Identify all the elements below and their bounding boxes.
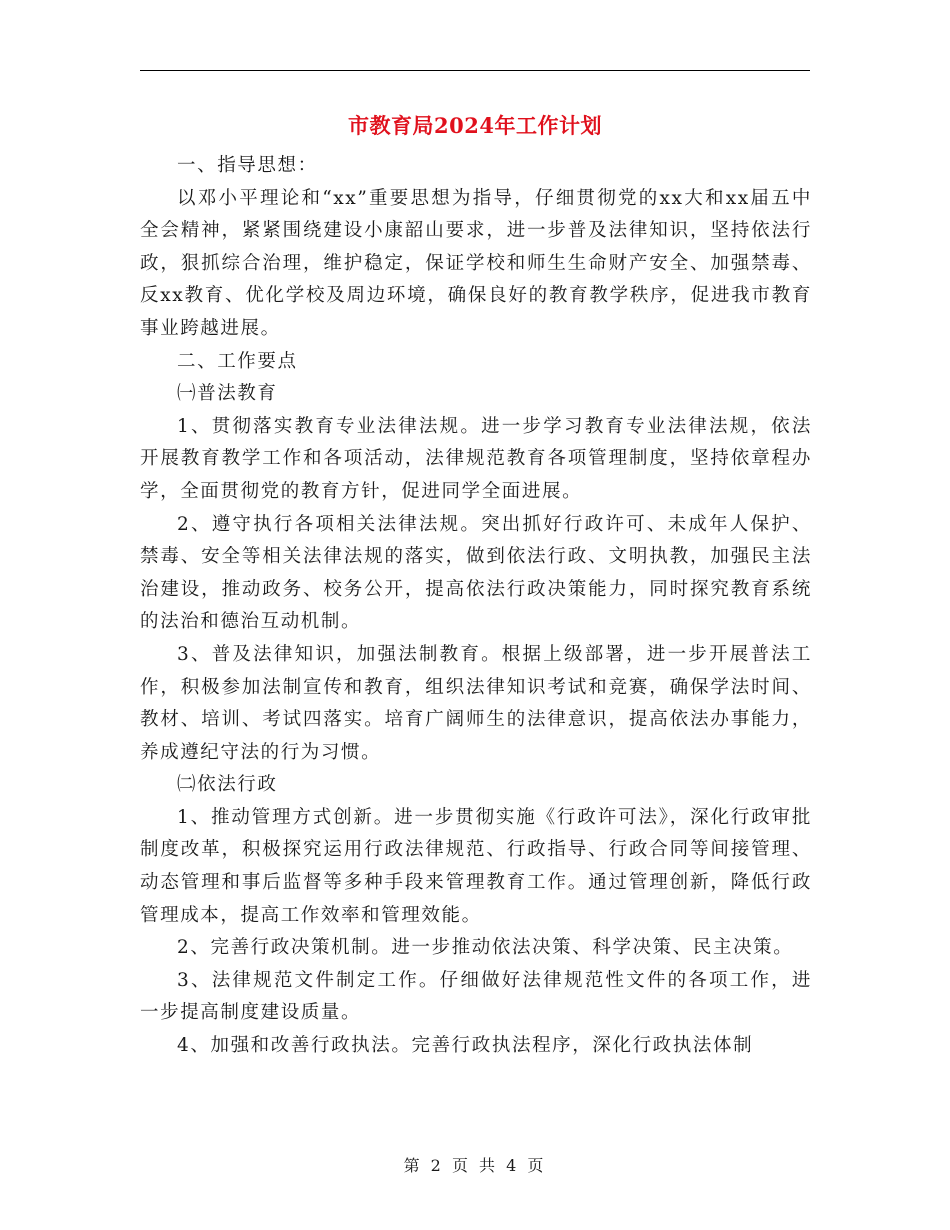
subheading-administration: ㈡依法行政	[177, 774, 278, 796]
paragraph-legal-education-3: 3、普及法律知识，加强法制教育。根据上级部署，进一步开展普法工作，积极参加法制宣传和教育，组织法律知识考试和竞赛，确保学法时间、教材、培训、考试四落实。培育广阔师生的法律意识，提高依法办事能力，养成遵纪守法的行为习惯。	[140, 643, 812, 763]
paragraph-legal-education-1: 1、贯彻落实教育专业法律法规。进一步学习教育专业法律法规，依法开展教育教学工作和各项活动，法律规范教育各项管理制度，坚持依章程办学，全面贯彻党的教育方针，促进同学全面进展。	[140, 415, 812, 502]
heading-work-points: 二、工作要点	[177, 350, 298, 372]
page-number: 第 2 页 共 4 页	[403, 1156, 547, 1175]
header-rule	[140, 70, 810, 71]
paragraph-administration-4: 4、加强和改善行政执法。完善行政执法程序，深化行政执法体制	[177, 1035, 754, 1057]
paragraph-administration-2: 2、完善行政决策机制。进一步推动依法决策、科学决策、民主决策。	[177, 937, 794, 959]
subheading-legal-education: ㈠普法教育	[177, 383, 278, 405]
document-body	[140, 150, 812, 1063]
document-title: 市教育局2024年工作计划	[348, 113, 602, 138]
paragraph-guiding-ideology: 以邓小平理论和“xx”重要思想为指导，仔细贯彻党的xx大和xx届五中全会精神，紧紧围绕建设小康韶山要求，进一步普及法律知识，坚持依法行政，狠抓综合治理，维护稳定，保证学校和师生生命财产安全、加强禁毒、反xx教育、优化学校及周边环境，确保良好的教育教学秩序，促进我市教育事业跨越进展。	[140, 187, 812, 339]
paragraph-administration-3: 3、法律规范文件制定工作。仔细做好法律规范性文件的各项工作，进一步提高制度建设质量。	[140, 969, 812, 1024]
heading-guiding-ideology: 一、指导思想：	[177, 155, 318, 176]
paragraph-administration-1: 1、推动管理方式创新。进一步贯彻实施《行政许可法》，深化行政审批制度改革，积极探究运用行政法律规范、行政指导、行政合同等间接管理、动态管理和事后监督等多种手段来管理教育工作。通过管理创新，降低行政管理成本，提高工作效率和管理效能。	[140, 806, 812, 926]
paragraph-legal-education-2: 2、遵守执行各项相关法律法规。突出抓好行政许可、未成年人保护、禁毒、安全等相关法律法规的落实，做到依法行政、文明执教，加强民主法治建设，推动政务、校务公开，提高依法行政决策能力，同时探究教育系统的法治和德治互动机制。	[140, 513, 812, 633]
